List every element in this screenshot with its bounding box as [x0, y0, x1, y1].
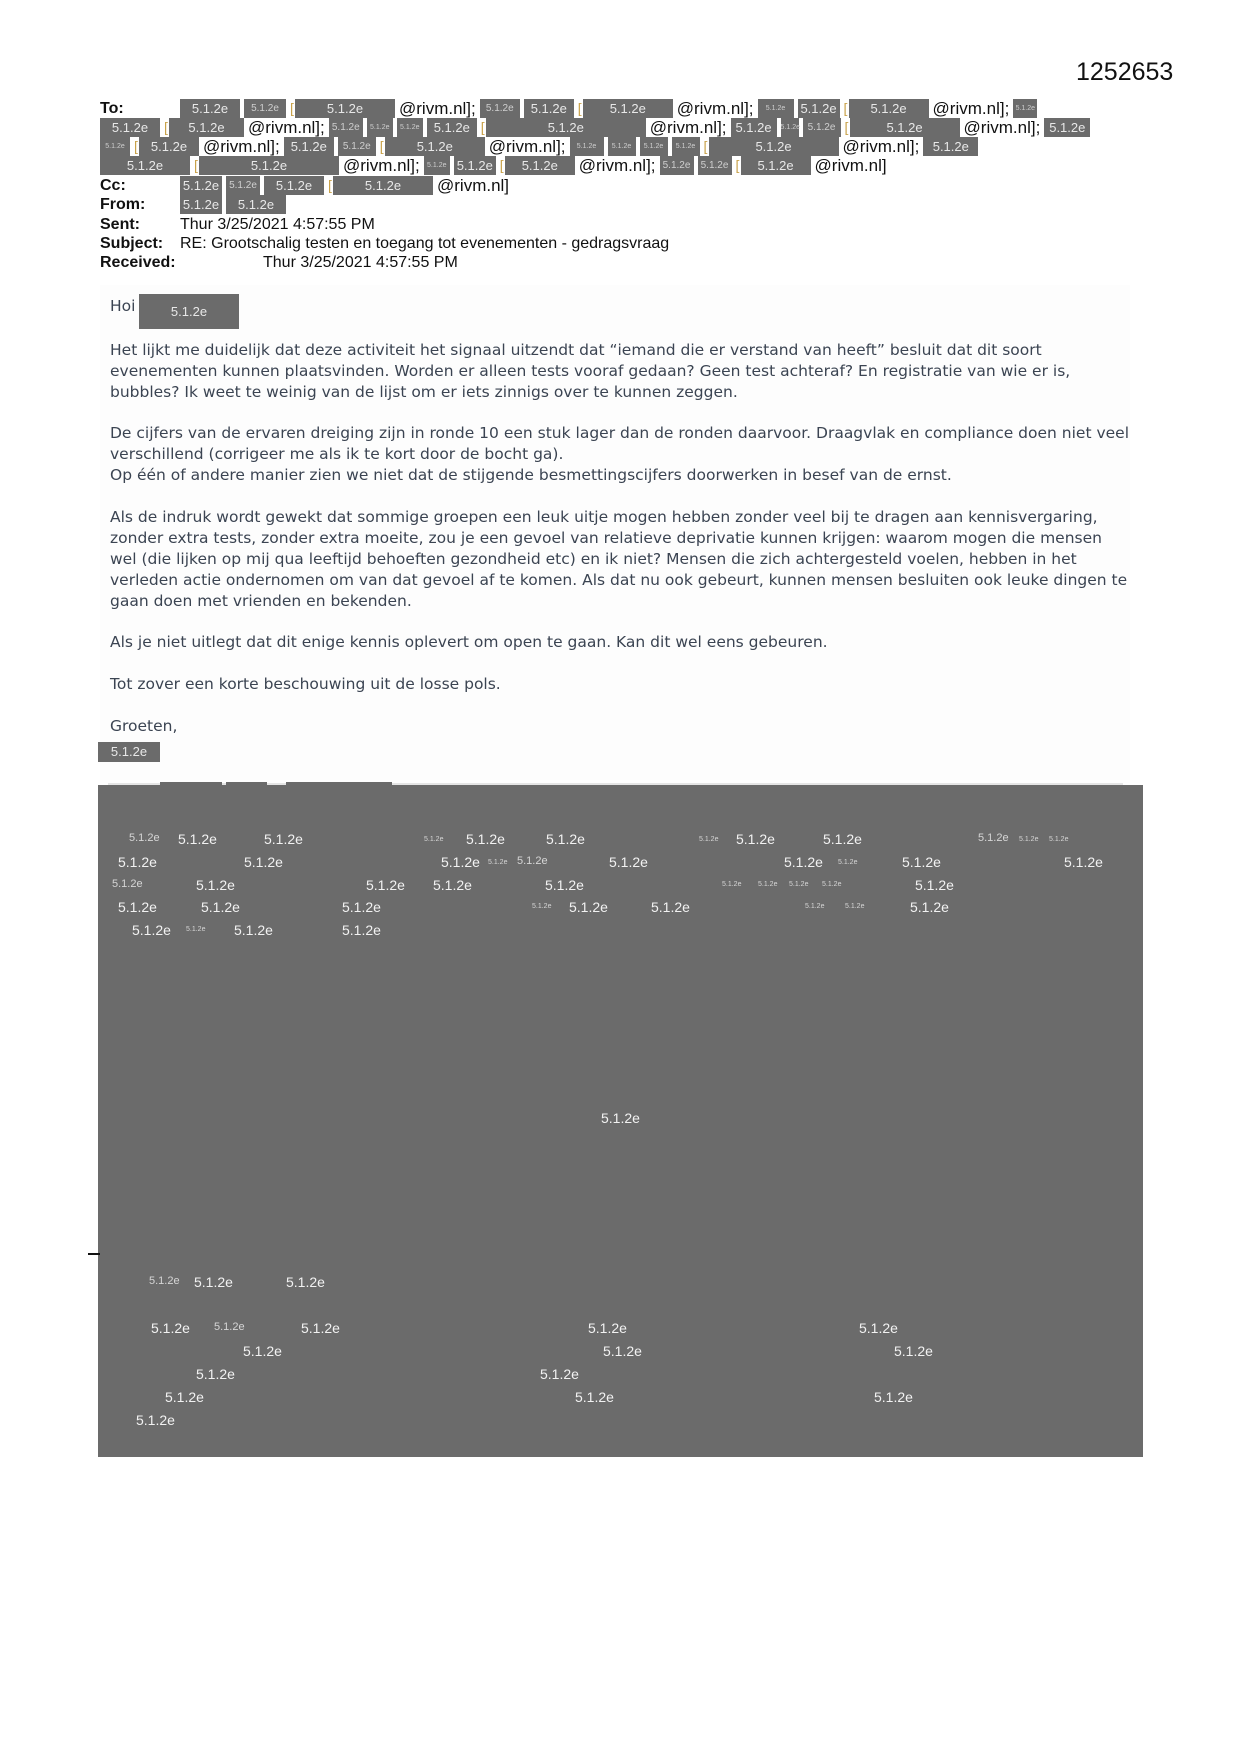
redaction-signature: 5.1.2e	[98, 742, 160, 762]
redaction-label: 5.1.2e	[859, 1320, 898, 1336]
redaction: 5.1.2e	[524, 99, 574, 118]
redaction: 5.1.2e	[758, 99, 794, 118]
redaction-label: 5.1.2e	[805, 903, 825, 910]
cc-row: Cc: 5.1.2e 5.1.2e 5.1.2e [ 5.1.2e @rivm.nl]	[100, 176, 510, 195]
redaction-label: 5.1.2e	[301, 1320, 340, 1336]
redaction-label: 5.1.2e	[910, 899, 949, 915]
redaction: 5.1.2e	[798, 99, 840, 118]
redaction: 5.1.2e	[731, 118, 777, 137]
redaction-label: 5.1.2e	[915, 877, 954, 893]
redaction-label: 5.1.2e	[136, 1412, 175, 1428]
to-row-1: To: 5.1.2e 5.1.2e [ 5.1.2e @rivm.nl]; 5.1.2e 5.1.2e [ 5.1.2e @rivm.nl]; 5.1.2e 5.1.2e [ 5.1.2e @rivm.nl]; 5.1.2e	[100, 99, 1041, 118]
redaction-label: 5.1.2e	[588, 1320, 627, 1336]
greeting: Hoi	[110, 297, 136, 315]
redaction: 5.1.2e	[329, 118, 363, 137]
redaction-label: 5.1.2e	[575, 1389, 614, 1405]
email-domain: @rivm.nl];	[649, 118, 727, 137]
sent-label: Sent:	[100, 216, 140, 233]
redaction: 5.1.2e	[226, 195, 286, 214]
redaction-label: 5.1.2e	[118, 899, 157, 915]
redaction-label: 5.1.2e	[822, 881, 842, 888]
redaction: 5.1.2e	[480, 99, 520, 118]
redaction-label: 5.1.2e	[234, 922, 273, 938]
body-paragraph-3: Op één of andere manier zien we niet dat de stijgende besmettingscijfers doorwerken in besef van de ernst.	[110, 466, 952, 484]
redaction-label: 5.1.2e	[196, 1366, 235, 1382]
redaction: 5.1.2e	[923, 137, 978, 156]
redaction-label: 5.1.2e	[569, 899, 608, 915]
redaction-label: 5.1.2e	[722, 881, 742, 888]
redaction: 5.1.2e	[849, 99, 929, 118]
redaction-label: 5.1.2e	[789, 881, 809, 888]
from-label: From:	[100, 196, 146, 213]
body-paragraph-5: Als je niet uitlegt dat dit enige kennis oplevert om open te gaan. Kan dit wel eens gebeuren.	[110, 633, 828, 651]
email-domain: @rivm.nl];	[963, 118, 1041, 137]
redaction: 5.1.2e	[741, 156, 811, 175]
redaction-label: 5.1.2e	[149, 1275, 180, 1287]
email-domain: @rivm.nl];	[488, 137, 566, 156]
redaction-label: 5.1.2e	[118, 854, 157, 870]
redaction-label: 5.1.2e	[603, 1343, 642, 1359]
redaction-label: 5.1.2e	[488, 859, 508, 866]
redaction-label: 5.1.2e	[838, 859, 858, 866]
redaction: 5.1.2e	[100, 137, 130, 156]
body-paragraph-1: Het lijkt me duidelijk dat deze activiteit het signaal uitzendt dat “iemand die er verstand van heeft” besluit dat dit soort evenementen kunnen plaatsvinden. Worden er alleen tests vooraf gedaan? Geen test achteraf? En registratie van wie er is, bubbles? Ik weet te weinig van de lijst om er iets zinnigs over te kunnen zeggen.	[110, 341, 1071, 401]
redaction: 5.1.2e	[424, 156, 450, 175]
redaction-label: 5.1.2e	[1049, 836, 1069, 843]
redaction: 5.1.2e	[180, 195, 222, 214]
redaction-greeting-name: 5.1.2e	[139, 294, 239, 329]
redaction: 5.1.2e	[608, 137, 636, 156]
redaction-label: 5.1.2e	[165, 1389, 204, 1405]
email-domain-last: @rivm.nl]	[814, 156, 887, 175]
body-paragraph-2: De cijfers van de ervaren dreiging zijn in ronde 10 een stuk lager dan de ronden daarvoor. Draagvlak en compliance doen niet veel verschillend (corrigeer me als ik te kort door de bocht ga).	[110, 424, 1130, 463]
redaction: 5.1.2e	[397, 118, 423, 137]
to-row-2: 5.1.2e [ 5.1.2e @rivm.nl]; 5.1.2e 5.1.2e 5.1.2e 5.1.2e [ 5.1.2e @rivm.nl]; 5.1.2e 5.1.2e 5.1.2e [ 5.1.2e @rivm.nl]; 5.1.2e	[100, 118, 1094, 137]
redaction: 5.1.2e	[100, 118, 160, 137]
received-label: Received:	[100, 254, 176, 271]
redaction-label: 5.1.2e	[244, 854, 283, 870]
redaction-label: 5.1.2e	[196, 877, 235, 893]
redaction: 5.1.2e	[505, 156, 575, 175]
redaction: 5.1.2e	[672, 137, 700, 156]
redaction-label: 5.1.2e	[366, 877, 405, 893]
redaction: 5.1.2e	[660, 156, 694, 175]
subject-value: RE: Grootschalig testen en toegang tot evenementen - gedragsvraag	[180, 235, 670, 252]
email-domain: @rivm.nl];	[399, 99, 476, 118]
to-row-4: 5.1.2e [ 5.1.2e @rivm.nl]; 5.1.2e 5.1.2e [ 5.1.2e @rivm.nl]; 5.1.2e 5.1.2e [ 5.1.2e @rivm.nl]	[100, 156, 891, 175]
redaction: 5.1.2e	[333, 176, 433, 195]
redaction-label: 5.1.2e	[532, 903, 552, 910]
received-row	[100, 253, 458, 272]
redaction-label: 5.1.2e	[342, 922, 381, 938]
redaction-label: 5.1.2e	[194, 1274, 233, 1290]
redaction: 5.1.2e	[640, 137, 668, 156]
subject-row	[100, 234, 669, 253]
redaction-label: 5.1.2e	[132, 922, 171, 938]
email-domain: @rivm.nl];	[248, 118, 325, 137]
redaction-label: 5.1.2e	[466, 831, 505, 847]
margin-mark	[88, 1253, 100, 1255]
redaction: 5.1.2e	[1044, 118, 1090, 137]
redaction: 5.1.2e	[199, 156, 339, 175]
subject-label: Subject:	[100, 235, 164, 252]
closing: Groeten,	[110, 717, 178, 735]
redaction: 5.1.2e	[180, 176, 222, 195]
from-row	[100, 195, 290, 214]
document-number: 1252653	[1076, 58, 1174, 86]
redaction: 5.1.2e	[169, 118, 244, 137]
email-domain: @rivm.nl];	[203, 137, 280, 156]
redaction: 5.1.2e	[284, 137, 334, 156]
redaction-label: 5.1.2e	[758, 881, 778, 888]
redaction: 5.1.2e	[486, 118, 646, 137]
redaction-label: 5.1.2e	[540, 1366, 579, 1382]
redaction-label: 5.1.2e	[129, 832, 160, 844]
received-value: Thur 3/25/2021 4:57:55 PM	[263, 254, 458, 271]
redaction: 5.1.2e	[244, 99, 286, 118]
redaction-label: 5.1.2e	[609, 854, 648, 870]
redaction-label: 5.1.2e	[1064, 854, 1103, 870]
redaction: 5.1.2e	[385, 137, 485, 156]
redaction: 5.1.2e	[427, 118, 477, 137]
redaction-label: 5.1.2e	[433, 877, 472, 893]
redaction-label: 5.1.2e	[823, 831, 862, 847]
email-domain: @rivm.nl];	[676, 99, 754, 118]
to-row-3: 5.1.2e [ 5.1.2e @rivm.nl]; 5.1.2e 5.1.2e [ 5.1.2e @rivm.nl]; 5.1.2e 5.1.2e 5.1.2e 5.1.2e [ 5.1.2e @rivm.nl]; 5.1.2e	[100, 137, 982, 156]
redaction: 5.1.2e	[850, 118, 960, 137]
body-paragraph-6: Tot zover een korte beschouwing uit de losse pols.	[110, 675, 501, 693]
redaction-label: 5.1.2e	[342, 899, 381, 915]
redaction: 5.1.2e	[139, 137, 199, 156]
redaction-label: 5.1.2e	[201, 899, 240, 915]
redaction: 5.1.2e	[803, 118, 841, 137]
redaction-label: 5.1.2e	[874, 1389, 913, 1405]
to-label: To:	[100, 100, 124, 117]
redaction-label: 5.1.2e	[845, 903, 865, 910]
email-domain: @rivm.nl];	[578, 156, 656, 175]
redaction-label: 5.1.2e	[545, 877, 584, 893]
redaction: 5.1.2e	[295, 99, 395, 118]
redaction-label: 5.1.2e	[894, 1343, 933, 1359]
redaction-label: 5.1.2e	[546, 831, 585, 847]
redaction-label: 5.1.2e	[214, 1321, 245, 1333]
redaction-label: 5.1.2e	[978, 832, 1009, 844]
redaction-label: 5.1.2e	[264, 831, 303, 847]
redaction: 5.1.2e	[264, 176, 324, 195]
sent-value: Thur 3/25/2021 4:57:55 PM	[180, 216, 375, 233]
redaction-label: 5.1.2e	[601, 1110, 640, 1126]
redaction: 5.1.2e	[338, 137, 376, 156]
redaction-label: 5.1.2e	[651, 899, 690, 915]
redaction: 5.1.2e	[226, 176, 260, 195]
redaction-label: 5.1.2e	[736, 831, 775, 847]
redaction-label: 5.1.2e	[441, 854, 480, 870]
body-paragraph-4: Als de indruk wordt gewekt dat sommige groepen een leuk uitje mogen hebben zonder veel bij te dragen aan kennisvergaring, zonder extra tests, zonder extra moeite, zou je een gevoel van relatieve deprivatie kunnen krijgen: waarom mogen die mensen wel (die lijken op mij qua leeftijd behoeften gezondheid etc) en ik niet? Mensen die zich achtergesteld voelen, hebben in het verleden actie ondernomen om van dat gevoel af te komen. Als dat nu ook gebeurt, kunnen mensen besluiten ook leuke dingen te gaan doen met vrienden en bekenden.	[110, 508, 1128, 610]
redaction: 5.1.2e	[180, 99, 240, 118]
redaction-label: 5.1.2e	[243, 1343, 282, 1359]
redaction: 5.1.2e	[709, 137, 839, 156]
redaction: 5.1.2e	[781, 118, 799, 137]
redaction: 5.1.2e	[454, 156, 496, 175]
email-domain: @rivm.nl];	[932, 99, 1010, 118]
redaction-label: 5.1.2e	[151, 1320, 190, 1336]
redaction-label: 5.1.2e	[784, 854, 823, 870]
redaction: 5.1.2e	[570, 137, 604, 156]
redaction: 5.1.2e	[100, 156, 190, 175]
redaction: 5.1.2e	[698, 156, 732, 175]
redaction: 5.1.2e	[367, 118, 393, 137]
redaction-label: 5.1.2e	[286, 1274, 325, 1290]
email-domain: @rivm.nl];	[842, 137, 920, 156]
redaction-label: 5.1.2e	[1019, 836, 1039, 843]
redaction-label: 5.1.2e	[699, 836, 719, 843]
cc-label: Cc:	[100, 177, 126, 194]
redaction-label: 5.1.2e	[902, 854, 941, 870]
sent-row	[100, 215, 375, 234]
redaction: 5.1.2e	[1013, 99, 1037, 118]
redaction-label: 5.1.2e	[178, 831, 217, 847]
redaction-label: 5.1.2e	[517, 855, 548, 867]
redaction: 5.1.2e	[583, 99, 673, 118]
redaction-label: 5.1.2e	[424, 836, 444, 843]
redaction-label: 5.1.2e	[186, 926, 206, 933]
cc-email-domain: @rivm.nl]	[437, 176, 510, 195]
email-domain: @rivm.nl];	[343, 156, 420, 175]
redaction-label: 5.1.2e	[112, 878, 143, 890]
